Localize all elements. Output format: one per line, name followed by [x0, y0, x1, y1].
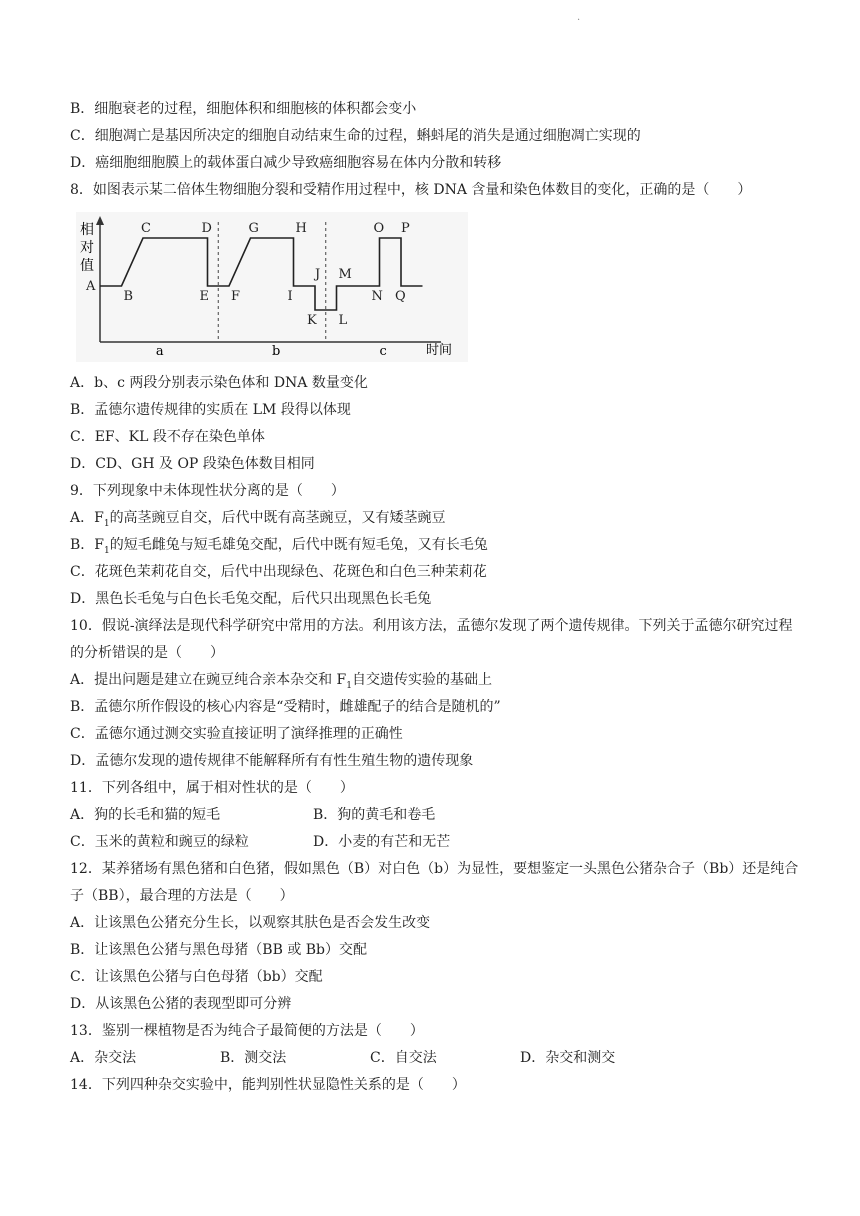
- q13-stem: 13．鉴别一棵植物是否为纯合子最简便的方法是（ ）: [70, 1023, 424, 1039]
- q10a-sub: 1: [346, 680, 353, 691]
- point-label-i: I: [287, 289, 293, 304]
- point-label-c: C: [141, 221, 151, 236]
- q8-option-a: A．b、c 两段分别表示染色体和 DNA 数量变化: [70, 375, 368, 391]
- q9a-post: 的高茎豌豆自交，后代中既有高茎豌豆，又有矮茎豌豆: [109, 510, 446, 526]
- xlabel: 时间: [426, 343, 453, 358]
- q10-option-b: B．孟德尔所作假设的核心内容是“受精时，雌雄配子的结合是随机的”: [70, 699, 501, 715]
- point-label-k: K: [307, 313, 317, 328]
- point-label-o: O: [373, 221, 385, 236]
- q9b-pre: B．F: [70, 537, 105, 553]
- point-label-j: J: [315, 267, 321, 282]
- q12-stem: 12．某养猪场有黑色猪和白色猪，假如黑色（B）对白色（b）为显性，要想鉴定一头黑色公猪杂合子（Bb）还是纯合子（BB），最合理的方法是（ ）: [70, 861, 799, 904]
- q8-option-d: D．CD、GH 及 OP 段染色体数目相同: [70, 456, 315, 472]
- q10-option-d: D．孟德尔发现的遗传规律不能解释所有有性生殖生物的遗传现象: [70, 753, 474, 769]
- q13-options: [70, 1045, 800, 1072]
- figure-svg: [76, 212, 468, 362]
- q10-stem: 10．假说-演绎法是现代科学研究中常用的方法。利用该方法，孟德尔发现了两个遗传规律。下列关于孟德尔研究过程的分析错误的是（ ）: [70, 618, 793, 661]
- document-body: [70, 96, 800, 1099]
- ylabel-char-1: 相: [80, 222, 94, 238]
- q14-stem: 14．下列四种杂交实验中，能判别性状显隐性关系的是（ ）: [70, 1077, 466, 1093]
- q12-option-b: B．让该黑色公猪与黑色母猪（BB 或 Bb）交配: [70, 942, 368, 958]
- q9b-post: 的短毛雌兔与短毛雄兔交配，后代中既有短毛兔，又有长毛兔: [109, 537, 488, 553]
- q11-option-a: A．狗的长毛和猫的短毛: [70, 807, 221, 823]
- point-label-a: A: [86, 279, 96, 294]
- q9-option-a: [70, 505, 800, 532]
- point-label-g: G: [248, 221, 259, 236]
- q12-option-c: C．让该黑色公猪与白色母猪（bb）交配: [70, 969, 323, 985]
- q9a-pre: A．F: [70, 510, 104, 526]
- segment-label-a: a: [155, 344, 164, 359]
- ylabel-char-2: 对: [80, 240, 94, 256]
- ylabel-char-3: 值: [80, 258, 94, 274]
- q11-option-d: D．小麦的有芒和无芒: [313, 834, 451, 850]
- q10a-pre: A．提出问题是建立在豌豆纯合亲本杂交和 F: [70, 672, 347, 688]
- q11-options-row-2: [70, 829, 800, 856]
- q9-stem: 9．下列现象中未体现性状分离的是（ ）: [70, 483, 345, 499]
- q9-option-b: [70, 532, 800, 559]
- q10a-post: 自交遗传实验的基础上: [352, 672, 493, 688]
- point-label-p: P: [401, 221, 410, 236]
- q13-option-d: D．杂交和测交: [520, 1050, 616, 1066]
- point-label-e: E: [199, 289, 209, 304]
- point-label-b: B: [123, 289, 134, 304]
- point-label-m: M: [338, 267, 352, 282]
- segment-label-c: c: [379, 344, 387, 359]
- q7-option-c: C．细胞凋亡是基因所决定的细胞自动结束生命的过程，蝌蚪尾的消失是通过细胞凋亡实现的: [70, 128, 641, 144]
- q7-option-d: D．癌细胞细胞膜上的载体蛋白减少导致癌细胞容易在体内分散和转移: [70, 155, 502, 171]
- q9b-sub: 1: [104, 545, 110, 556]
- dna-chromosome-figure: [76, 212, 468, 362]
- q10-option-a: [70, 667, 800, 694]
- q11-stem: 11．下列各组中，属于相对性状的是（ ）: [70, 780, 354, 796]
- q11-option-c: C．玉米的黄粒和豌豆的绿粒: [70, 834, 249, 850]
- q8-stem: 8．如图表示某二倍体生物细胞分裂和受精作用过程中，核 DNA 含量和染色体数目的变化，正确的是（ ）: [70, 182, 752, 198]
- q12-option-d: D．从该黑色公猪的表现型即可分辨: [70, 996, 292, 1012]
- q9-option-c: C．花斑色茉莉花自交，后代中出现绿色、花斑色和白色三种茉莉花: [70, 564, 487, 580]
- point-label-l: L: [338, 313, 348, 328]
- q9a-sub: 1: [103, 518, 110, 529]
- q8-option-c: C．EF、KL 段不存在染色单体: [70, 429, 265, 445]
- q9-option-d: D．黑色长毛兔与白色长毛兔交配，后代只出现黑色长毛兔: [70, 591, 432, 607]
- q7-option-b: B．细胞衰老的过程，细胞体积和细胞核的体积都会变小: [70, 101, 417, 117]
- point-label-h: H: [295, 221, 307, 236]
- point-label-f: F: [231, 289, 241, 304]
- q13-option-c: C．自交法: [370, 1050, 437, 1066]
- q11-option-b: B．狗的黄毛和卷毛: [313, 807, 436, 823]
- point-label-q: Q: [395, 289, 406, 304]
- q13-option-b: B．测交法: [220, 1050, 287, 1066]
- point-label-n: N: [371, 289, 383, 304]
- q8-option-b: B．孟德尔遗传规律的实质在 LM 段得以体现: [70, 402, 351, 418]
- q11-options-row-1: [70, 802, 800, 829]
- q12-option-a: A．让该黑色公猪充分生长，以观察其肤色是否会发生改变: [70, 915, 431, 931]
- point-label-d: D: [201, 221, 212, 236]
- header-dot: .: [577, 12, 581, 23]
- q13-option-a: A．杂交法: [70, 1050, 137, 1066]
- q10-option-c: C．孟德尔通过测交实验直接证明了演绎推理的正确性: [70, 726, 403, 742]
- segment-label-b: b: [272, 344, 281, 359]
